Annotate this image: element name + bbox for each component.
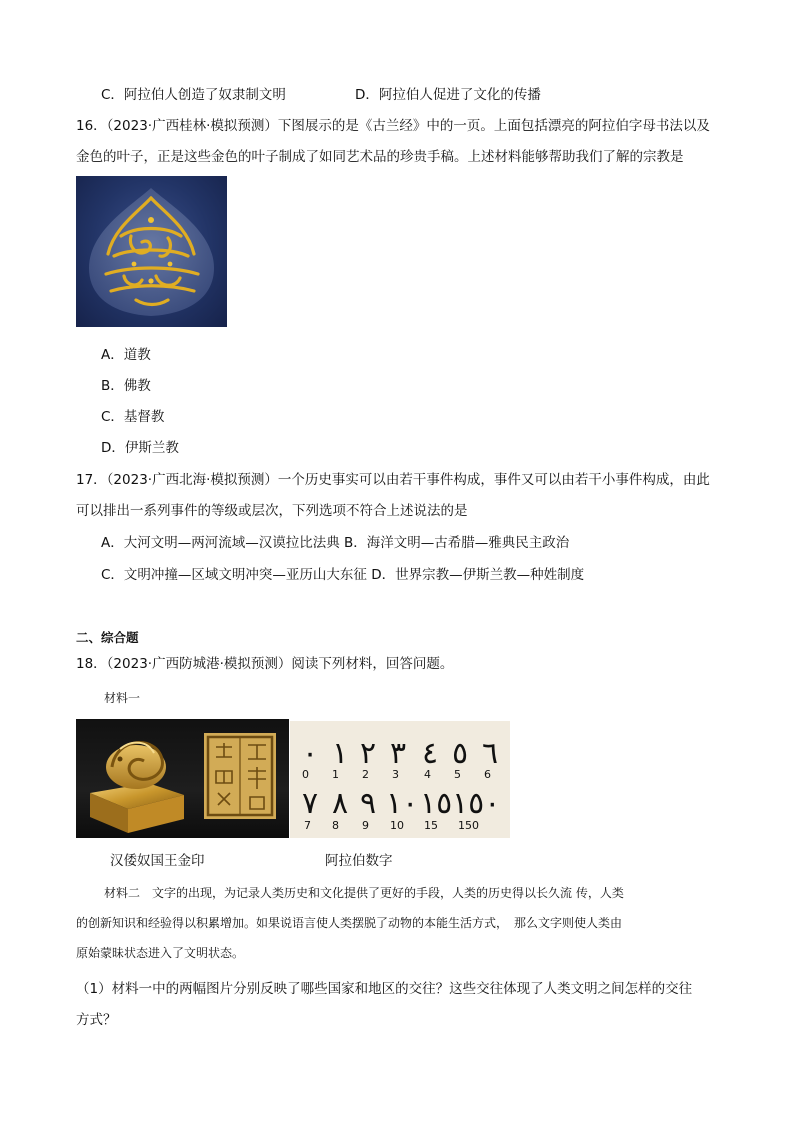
numeral-arabic-2: ٢ xyxy=(360,736,377,771)
numeral-western-9: 9 xyxy=(362,819,369,832)
q17-options-ab: A．大河文明—两河流域—汉谟拉比法典 B．海洋文明—古希腊—雅典民主政治 xyxy=(101,535,570,551)
numeral-arabic-3: ٣ xyxy=(390,736,407,771)
section-title: 二、综合题 xyxy=(76,630,139,645)
numeral-western-4: 4 xyxy=(424,768,431,781)
quran-leaf-image xyxy=(76,176,227,327)
q16-option-a: A．道教 xyxy=(101,347,151,363)
numeral-western-10: 10 xyxy=(390,819,404,832)
numeral-arabic-0: ٠ xyxy=(302,736,319,771)
q17-stem-line1: 17．（2023·广西北海·模拟预测）一个历史事实可以由若干事件构成，事件又可以由若干小事件构成，由此 xyxy=(76,472,710,488)
q18-sub1-line2: 方式？ xyxy=(76,1012,117,1028)
numeral-arabic-10: ١٠ xyxy=(386,786,419,821)
numeral-western-150: 150 xyxy=(458,819,479,832)
q16-option-b: B．佛教 xyxy=(101,378,151,394)
material1-label: 材料一 xyxy=(104,691,141,705)
q15-option-d: D．阿拉伯人促进了文化的传播 xyxy=(355,87,541,103)
caption-gold-seal: 汉倭奴国王金印 xyxy=(110,853,205,869)
numeral-western-3: 3 xyxy=(392,768,399,781)
q16-option-c: C．基督教 xyxy=(101,409,165,425)
numeral-arabic-7: ٧ xyxy=(302,786,319,821)
q18-sub1-line1: （1）材料一中的两幅图片分别反映了哪些国家和地区的交往？这些交往体现了人类文明之间怎样的交往 xyxy=(76,981,693,997)
gold-seal-illustration xyxy=(76,719,289,838)
material2-line1: 材料二 文字的出现，为记录人类历史和文化提供了更好的手段，人类的历史得以长久流 传，人类 xyxy=(104,886,624,900)
golden-leaf-illustration xyxy=(76,176,227,327)
caption-arabic-numerals: 阿拉伯数字 xyxy=(325,853,393,869)
q16-stem-line2: 金色的叶子，正是这些金色的叶子制成了如同艺术品的珍贵手稿。上述材料能够帮助我们了解的宗教是 xyxy=(76,149,684,165)
material2-line2: 的创新知识和经验得以积累增加。如果说语言使人类摆脱了动物的本能生活方式， 那么文字则使人类由 xyxy=(76,916,623,930)
numeral-arabic-6: ٦ xyxy=(482,736,499,771)
numeral-western-15: 15 xyxy=(424,819,438,832)
numeral-western-7: 7 xyxy=(304,819,311,832)
numeral-arabic-9: ٩ xyxy=(360,786,377,821)
numeral-western-6: 6 xyxy=(484,768,491,781)
gold-seal-image xyxy=(76,719,289,838)
material2-line3: 原始蒙昧状态进入了文明状态。 xyxy=(76,946,245,960)
numeral-western-1: 1 xyxy=(332,768,339,781)
numeral-arabic-150: ١٥٠ xyxy=(452,786,501,821)
numeral-western-0: 0 xyxy=(302,768,309,781)
arabic-numerals-chart xyxy=(290,721,510,838)
numeral-arabic-4: ٤ xyxy=(422,736,439,771)
q17-stem-line2: 可以排出一系列事件的等级或层次，下列选项不符合上述说法的是 xyxy=(76,503,468,519)
q15-option-c: C．阿拉伯人创造了奴隶制文明 xyxy=(101,87,286,103)
numeral-western-5: 5 xyxy=(454,768,461,781)
numeral-arabic-1: ١ xyxy=(332,736,349,771)
numeral-western-8: 8 xyxy=(332,819,339,832)
numeral-arabic-15: ١٥ xyxy=(420,786,453,821)
q16-option-d: D．伊斯兰教 xyxy=(101,440,179,456)
numeral-arabic-5: ٥ xyxy=(452,736,469,771)
q17-options-cd: C．文明冲撞—区域文明冲突—亚历山大东征 D．世界宗教—伊斯兰教—种姓制度 xyxy=(101,567,585,583)
numeral-arabic-8: ٨ xyxy=(332,786,349,821)
arabic-numerals-image xyxy=(290,721,510,838)
q16-stem-line1: 16．（2023·广西桂林·模拟预测）下图展示的是《古兰经》中的一页。上面包括漂亮的阿拉伯字母书法以及 xyxy=(76,118,710,134)
numeral-western-2: 2 xyxy=(362,768,369,781)
q18-stem: 18．（2023·广西防城港·模拟预测）阅读下列材料，回答问题。 xyxy=(76,656,454,672)
